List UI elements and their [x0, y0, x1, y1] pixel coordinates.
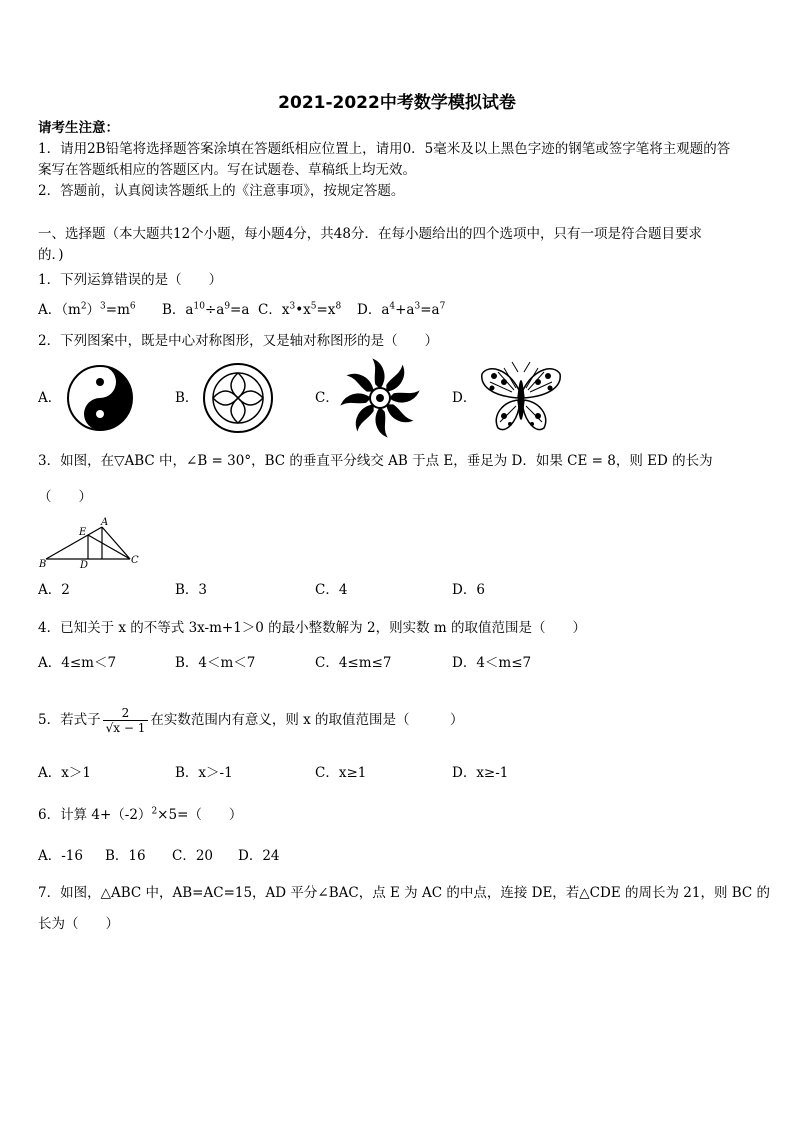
question-6-stem: 6．计算 $4+(-2)^2\times 5=$（ ）: [38, 806, 243, 823]
q6-option-b: B．16: [105, 848, 146, 864]
question-7-line-1: 7．如图，△ABC 中，AB=AC=15，AD 平分∠BAC，点 E 为 AC 的中点，连接 DE，若△CDE 的周长为 21，则 BC 的: [38, 885, 771, 901]
q5-option-d: D．x≥-1: [452, 765, 509, 781]
butterfly-figure: [478, 360, 564, 438]
q2-option-a-label: A．: [38, 390, 62, 406]
q1-option-b: B．$a^{10}\div a^9=a$: [162, 301, 250, 318]
notice-item-2: 2．答题前，认真阅读答题纸上的《注意事项》，按规定答题。: [38, 183, 405, 199]
q4-option-d: D．4＜m≤7: [452, 655, 532, 671]
triangle-figure: [38, 515, 142, 570]
yin-yang-figure: [62, 361, 138, 435]
q1-option-d: D．$a^4+a^3=a^7$: [357, 301, 446, 318]
q5-option-a: A．x＞1: [38, 765, 91, 781]
q1-option-c: C．$x^3•x^5=x^8$: [258, 301, 342, 318]
q5-option-c: C．x≥1: [315, 765, 367, 781]
q6-option-c: C．20: [172, 848, 214, 864]
question-1-stem: 1．下列运算错误的是（ ）: [38, 272, 223, 288]
q6-option-a: A．-16: [38, 848, 83, 864]
q2-option-c-label: C．: [315, 390, 339, 406]
pinwheel-flower-figure: [336, 356, 424, 440]
question-5-stem: 5．若式子 $\frac{2}{√x - 1}$ 在实数范围内有意义，则 x 的取值范围是（ ）: [38, 705, 464, 735]
notice-item-1-line-2: 案写在答题纸相应的答题区内。写在试题卷、草稿纸上均无效。: [38, 162, 416, 178]
q1-option-a: A．$(m^2)^3=m^6$: [38, 301, 136, 318]
figure-label-b: B: [39, 559, 47, 570]
q6-option-d: D．24: [238, 848, 280, 864]
q3-option-a: A．2: [38, 582, 70, 598]
figure-label-a: A: [101, 517, 109, 528]
q2-option-b-label: B．: [175, 390, 199, 406]
question-2-stem: 2．下列图案中，既是中心对称图形，又是轴对称图形的是（ ）: [38, 333, 439, 349]
notice-item-1-line-1: 1．请用2B铅笔将选择题答案涂填在答题纸相应位置上，请用0．5毫米及以上黑色字迹的钢笔或签字笔将主观题的答: [38, 141, 731, 157]
notice-heading: 请考生注意：: [38, 120, 119, 136]
q4-option-c: C．4≤m≤7: [315, 655, 392, 671]
q5-option-b: B．x＞-1: [175, 765, 233, 781]
section-1-heading-line-1: 一、选择题（本大题共12个小题，每小题4分，共48分．在每小题给出的四个选项中，只有一项是符合题目要求: [38, 226, 702, 242]
figure-label-d: D: [80, 560, 89, 570]
page-title: 2021-2022中考数学模拟试卷: [278, 93, 516, 113]
figure-label-c: C: [131, 555, 139, 566]
question-3-stem: 3．如图，在▽ABC 中，∠B = 30°，BC 的垂直平分线交 AB 于点 E，垂足为 D．如果 CE = 8，则 ED 的长为: [38, 453, 713, 469]
question-3-answer-paren: （ ）: [38, 489, 92, 505]
q5-fraction: $\frac{2}{√x - 1}$: [103, 706, 149, 736]
petal-circle-figure: [200, 361, 276, 435]
q3-option-d: D．6: [452, 582, 485, 598]
section-1-heading-line-2: 的．): [38, 247, 64, 263]
figure-label-e: E: [79, 527, 87, 538]
q3-option-b: B．3: [175, 582, 208, 598]
q4-option-b: B．4＜m＜7: [175, 655, 256, 671]
question-4-stem: 4．已知关于 x 的不等式 3x-m+1＞0 的最小整数解为 2，则实数 m 的取值范围是（ ）: [38, 620, 586, 636]
q3-option-c: C．4: [315, 582, 348, 598]
q2-option-d-label: D．: [452, 390, 477, 406]
question-7-line-2: 长为（ ）: [38, 916, 119, 932]
q4-option-a: A．4≤m＜7: [38, 655, 117, 671]
